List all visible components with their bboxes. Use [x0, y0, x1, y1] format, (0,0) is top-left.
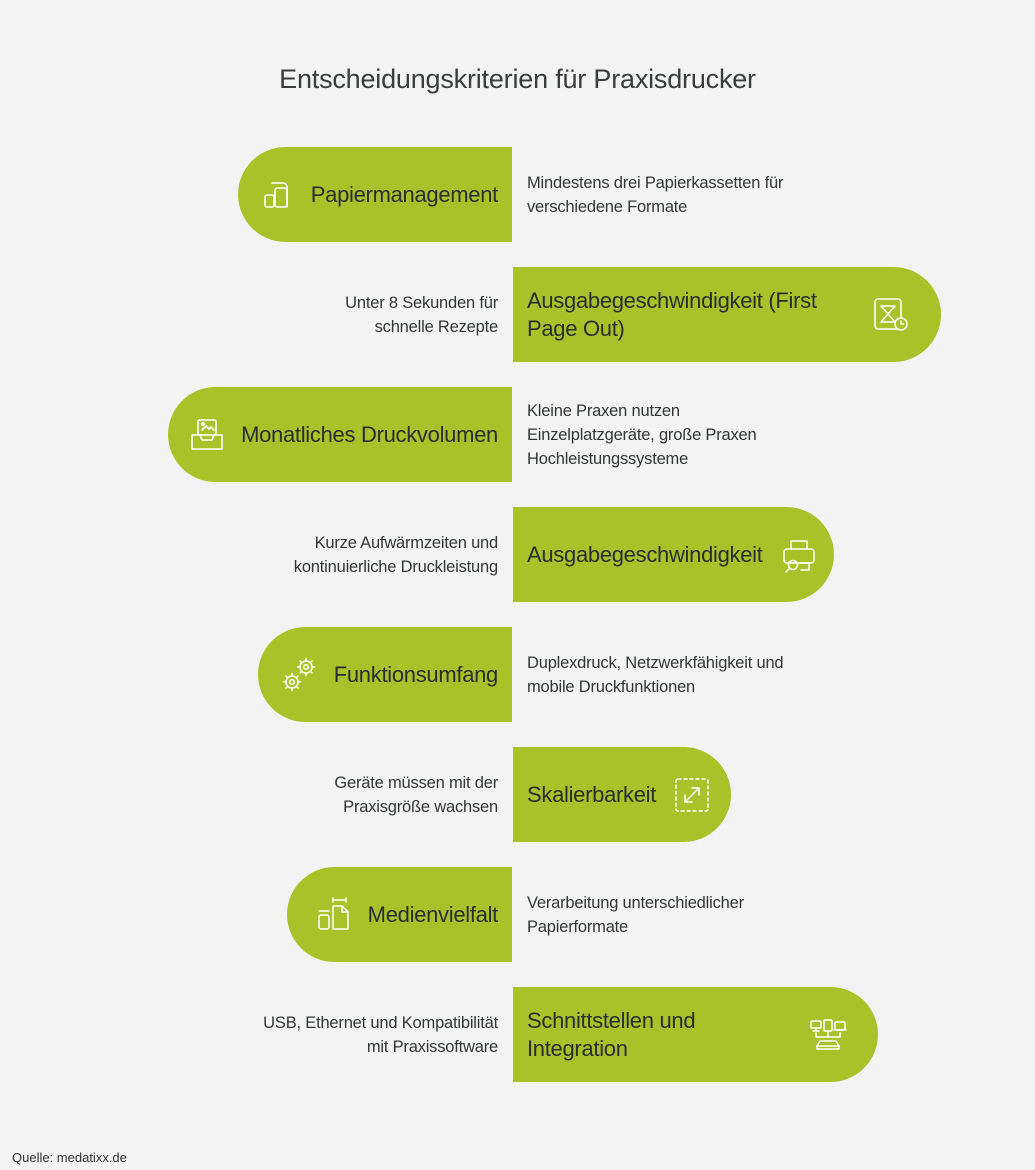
printer-clock-icon: [871, 295, 911, 335]
criterion-pill-skalierbarkeit: [513, 747, 731, 842]
criterion-description: Mindestens drei Papierkassetten für verschiedene Formate: [527, 174, 784, 216]
criterion-description: Geräte müssen mit der Praxisgröße wachsen: [334, 774, 498, 816]
criterion-description: USB, Ethernet und Kompatibilität mit Praxissoftware: [263, 1014, 498, 1056]
network-devices-icon: [808, 1015, 848, 1055]
criterion-label: Skalierbarkeit: [527, 781, 657, 807]
criterion-pill-funktionsumfang: [258, 627, 512, 722]
criterion-pill-ausgabegeschwindigkeit: [513, 507, 834, 602]
criterion-label: Ausgabegeschwindigkeit: [527, 541, 763, 567]
expand-arrows-icon: [672, 775, 712, 815]
paper-tray-icon: [187, 415, 227, 455]
criterion-label: Medienvielfalt: [367, 901, 498, 927]
media-formats-icon: [314, 895, 354, 935]
criterion-description: Duplexdruck, Netzwerkfähigkeit und mobile Druckfunktionen: [527, 654, 784, 696]
criterion-description: Verarbeitung unterschiedlicher Papierformate: [527, 894, 744, 936]
criterion-pill-first-page-out: [513, 267, 941, 362]
source-note: Quelle: medatixx.de: [12, 1150, 127, 1165]
page-title: Entscheidungskriterien für Praxisdrucker: [279, 64, 756, 94]
criterion-pill-schnittstellen: [513, 987, 878, 1082]
criterion-label: Schnittstellen und Integration: [527, 1007, 696, 1061]
paper-stack-icon: [257, 175, 297, 215]
criterion-pill-druckvolumen: [168, 387, 512, 482]
gears-icon: [280, 655, 320, 695]
printer-search-icon: [779, 535, 819, 575]
criterion-label: Ausgabegeschwindigkeit (First Page Out): [527, 287, 817, 341]
criterion-label: Papiermanagement: [310, 181, 498, 207]
criterion-label: Funktionsumfang: [333, 661, 498, 687]
criterion-label: Monatliches Druckvolumen: [241, 421, 498, 447]
criterion-pill-papiermanagement: [238, 147, 512, 242]
criterion-pill-medienvielfalt: [287, 867, 512, 962]
criterion-description: Unter 8 Sekunden für schnelle Rezepte: [345, 294, 498, 336]
criterion-description: Kleine Praxen nutzen Einzelplatzgeräte, große Praxen Hochleistungssysteme: [527, 402, 757, 468]
criterion-description: Kurze Aufwärmzeiten und kontinuierliche Druckleistung: [293, 534, 498, 576]
